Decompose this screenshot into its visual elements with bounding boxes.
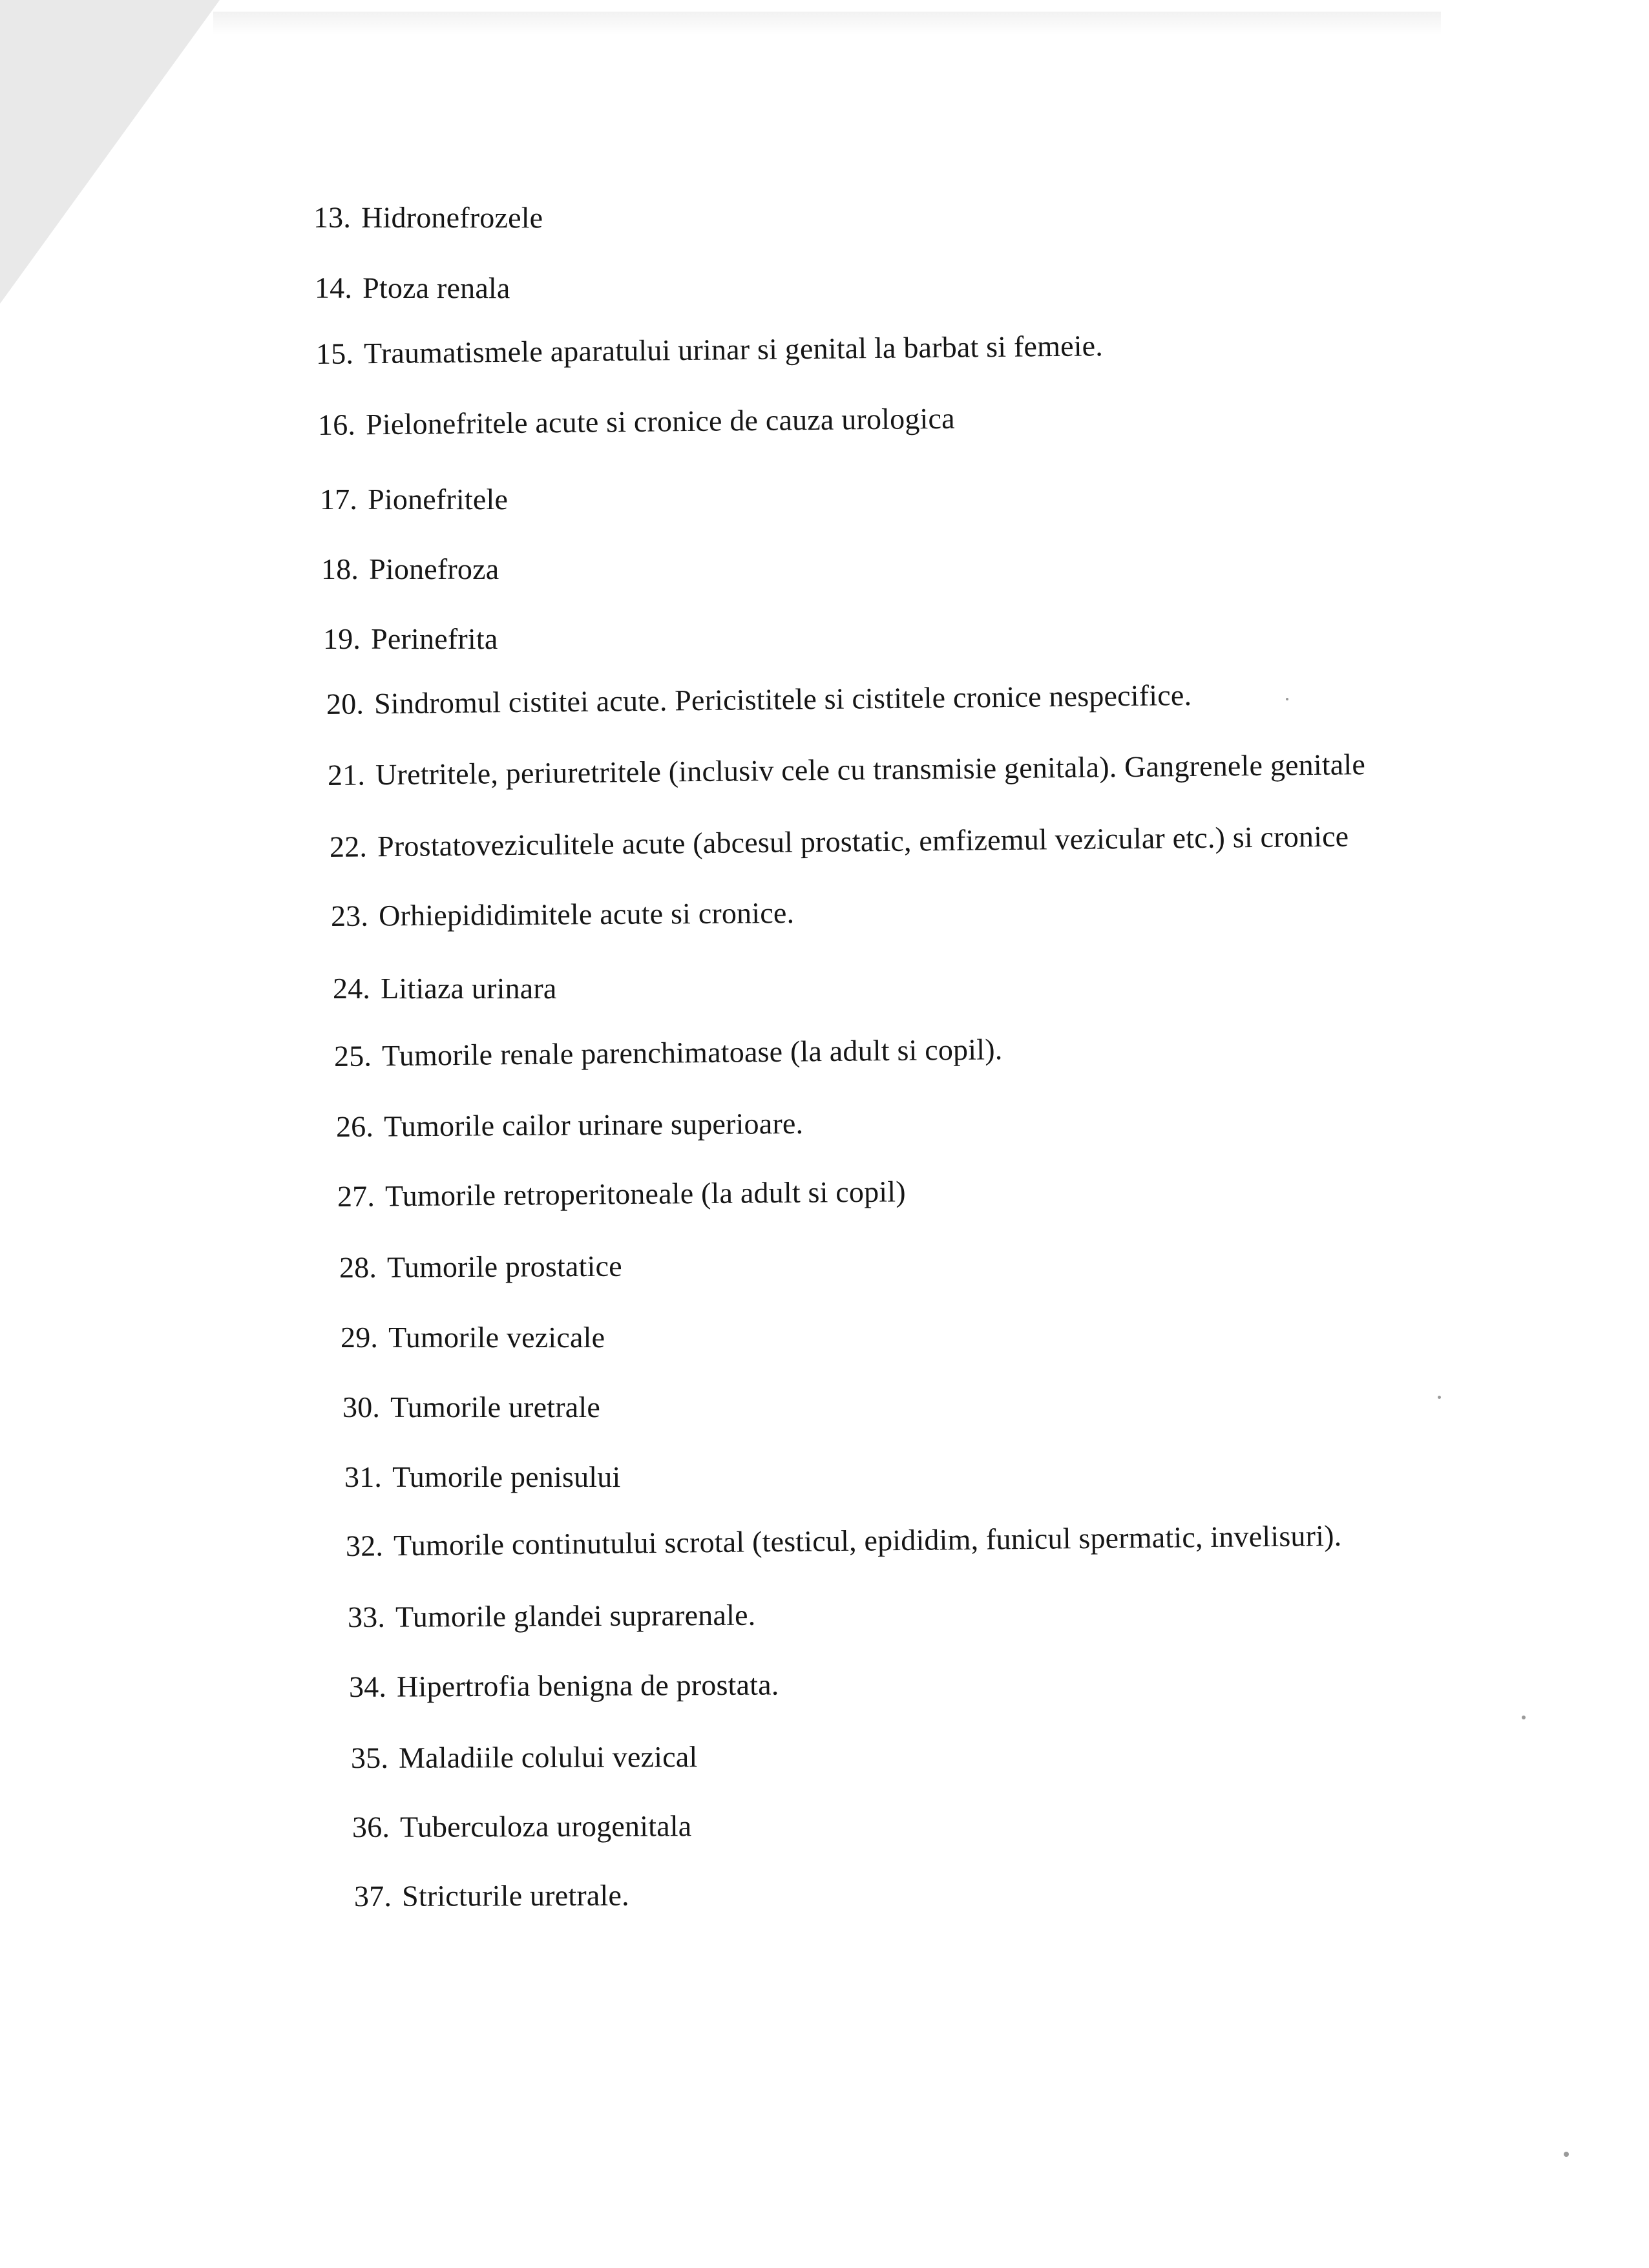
- item-number: 34.: [348, 1670, 387, 1703]
- item-number: 37.: [353, 1879, 392, 1913]
- list-item: [344, 1459, 620, 1495]
- item-text: Uretritele, periuretritele (inclusiv cele cu transmisie genitala). Gangrenele genitale: [375, 748, 1366, 792]
- item-number: 30.: [342, 1391, 381, 1423]
- list-item: [321, 551, 499, 587]
- item-number: 35.: [350, 1741, 389, 1774]
- list-item: [330, 818, 1349, 865]
- list-item: [341, 1319, 605, 1356]
- item-text: Tumorile glandei suprarenale.: [395, 1598, 756, 1633]
- list-item: [318, 401, 955, 443]
- list-item: [313, 200, 543, 236]
- item-text: Tumorile uretrale: [390, 1391, 601, 1423]
- list-item: [348, 1597, 756, 1635]
- scan-speck: [1286, 698, 1288, 700]
- item-number: 19.: [323, 622, 361, 655]
- item-text: Orhiepididimitele acute si cronice.: [378, 896, 795, 932]
- scan-speck: [1564, 2152, 1569, 2157]
- item-number: 14.: [314, 271, 353, 304]
- item-text: Hipertrofia benigna de prostata.: [396, 1668, 779, 1703]
- item-text: Maladiile colului vezical: [399, 1740, 698, 1774]
- item-text: Tumorile retroperitoneale (la adult si copil): [384, 1175, 906, 1213]
- item-text: Ptoza renala: [362, 271, 510, 305]
- item-number: 32.: [345, 1529, 384, 1562]
- item-text: Sindromul cistitei acute. Pericistitele si cistitele cronice nespecifice.: [373, 678, 1192, 720]
- item-number: 33.: [347, 1600, 386, 1633]
- item-text: Prostatoveziculitele acute (abcesul prostatic, emfizemul vezicular etc.) si cronice: [377, 819, 1349, 863]
- item-text: Tumorile prostatice: [386, 1249, 622, 1284]
- item-number: 17.: [320, 483, 358, 516]
- list-item: [349, 1667, 779, 1705]
- item-number: 28.: [339, 1250, 377, 1284]
- scan-speck: [1522, 1716, 1526, 1719]
- item-text: Tumorile penisului: [392, 1460, 621, 1493]
- item-text: Tuberculoza urogenitala: [400, 1809, 692, 1843]
- item-number: 36.: [352, 1810, 390, 1843]
- item-number: 21.: [327, 758, 366, 792]
- list-item: [334, 1031, 1003, 1075]
- item-number: 31.: [344, 1460, 383, 1493]
- item-number: 13.: [313, 200, 352, 234]
- list-item: [337, 1173, 906, 1215]
- item-text: Tumorile renale parenchimatoase (la adult si copil).: [381, 1033, 1003, 1073]
- item-text: Stricturile uretrale.: [402, 1878, 629, 1913]
- item-text: Tumorile vezicale: [388, 1321, 605, 1354]
- list-item: [320, 481, 508, 518]
- item-number: 23.: [330, 899, 369, 932]
- item-text: Hidronefrozele: [361, 200, 543, 235]
- item-number: 18.: [321, 552, 359, 585]
- item-text: Tumorile continutului scrotal (testicul, epididim, funicul spermatic, invelisuri).: [393, 1518, 1342, 1562]
- item-text: Litiaza urinara: [381, 972, 557, 1005]
- list-item: [351, 1739, 698, 1776]
- list-item: [336, 1106, 804, 1145]
- item-number: 27.: [337, 1179, 375, 1213]
- item-number: 22.: [329, 830, 368, 863]
- item-text: Pionefritele: [368, 483, 509, 516]
- item-number: 16.: [317, 408, 356, 441]
- list-item: [323, 621, 498, 657]
- list-item: [342, 1389, 600, 1425]
- item-number: 20.: [326, 687, 364, 720]
- item-text: Pielonefritele acute si cronice de cauza urologica: [365, 401, 955, 441]
- item-number: 15.: [315, 337, 354, 370]
- list-item: [315, 270, 510, 307]
- list-item: [352, 1808, 692, 1845]
- item-number: 25.: [333, 1039, 372, 1073]
- list-item: [339, 1248, 622, 1286]
- list-item: [354, 1878, 629, 1915]
- item-text: Perinefrita: [371, 622, 498, 655]
- item-text: Tumorile cailor urinare superioare.: [383, 1106, 804, 1143]
- item-text: Pionefroza: [369, 552, 499, 585]
- item-text: Traumatismele aparatului urinar si genital la barbat si femeie.: [363, 329, 1104, 370]
- list-item: [333, 971, 557, 1007]
- list-item: [326, 677, 1192, 722]
- list-item: [346, 1518, 1342, 1564]
- scan-speck: [1438, 1396, 1441, 1399]
- item-number: 29.: [341, 1321, 379, 1354]
- list-item: [316, 328, 1104, 372]
- item-number: 26.: [335, 1109, 374, 1143]
- list-item: [331, 895, 795, 934]
- list-item: [328, 746, 1366, 793]
- item-number: 24.: [333, 972, 371, 1005]
